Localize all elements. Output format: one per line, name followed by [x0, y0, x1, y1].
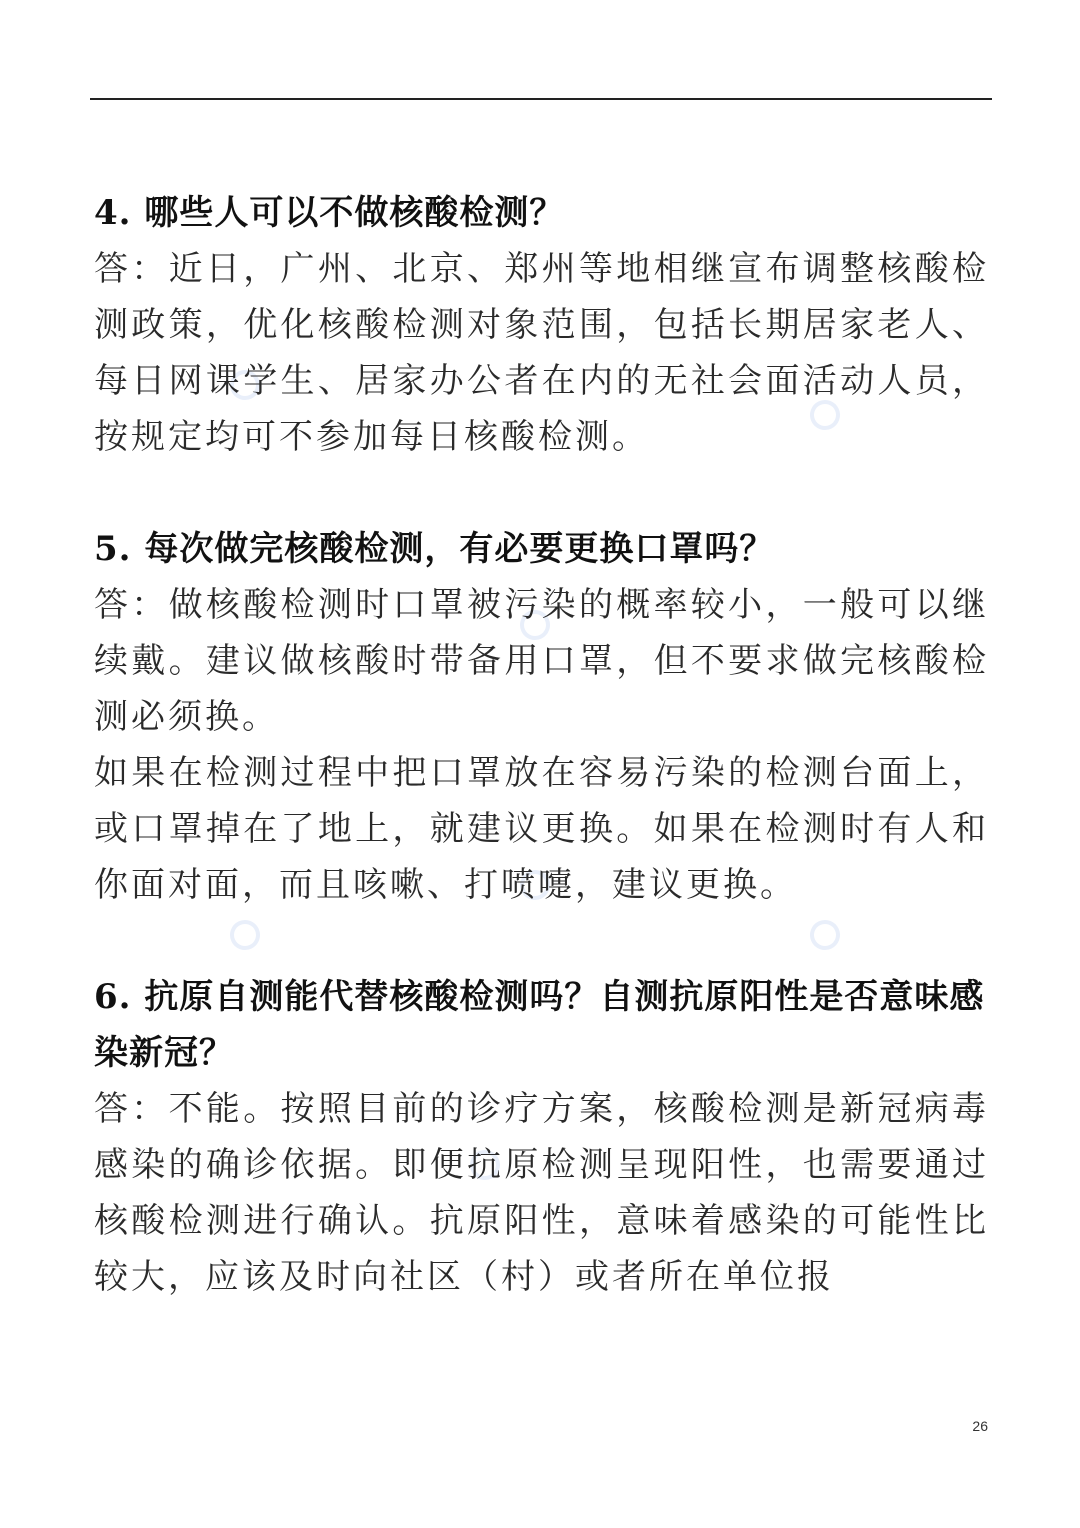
answer-paragraph: 答：近日，广州、北京、郑州等地相继宣布调整核酸检测政策，优化核酸检测对象范围，包括长期居家老人、每日网课学生、居家办公者在内的无社会面活动人员，按规定均可不参加每日核酸检测。 — [94, 249, 989, 457]
header-rule — [90, 98, 992, 100]
section-spacer — [94, 465, 989, 521]
qa-section-6 — [94, 969, 989, 1305]
question-heading: 4. 哪些人可以不做核酸检测？ — [94, 193, 565, 233]
question-heading: 6. 抗原自测能代替核酸检测吗？自测抗原阳性是否意味感染新冠？ — [94, 977, 985, 1073]
answer-paragraph: 答：不能。按照目前的诊疗方案，核酸检测是新冠病毒感染的确诊依据。即便抗原检测呈现阳性，也需要通过核酸检测进行确认。抗原阳性，意味着感染的可能性比较大，应该及时向社区（村）或者所在单位报 — [94, 1089, 989, 1297]
qa-section-4 — [94, 185, 989, 465]
section-spacer — [94, 913, 989, 969]
answer-paragraph: 如果在检测过程中把口罩放在容易污染的检测台面上，或口罩掉在了地上，就建议更换。如果在检测时有人和你面对面，而且咳嗽、打喷嚏，建议更换。 — [94, 753, 989, 905]
question-heading: 5. 每次做完核酸检测，有必要更换口罩吗？ — [94, 529, 775, 569]
qa-section-5 — [94, 521, 989, 913]
document-body — [94, 185, 989, 1305]
answer-paragraph: 答：做核酸检测时口罩被污染的概率较小，一般可以继续戴。建议做核酸时带备用口罩，但不要求做完核酸检测必须换。 — [94, 585, 989, 737]
page-number: 26 — [972, 1418, 988, 1434]
